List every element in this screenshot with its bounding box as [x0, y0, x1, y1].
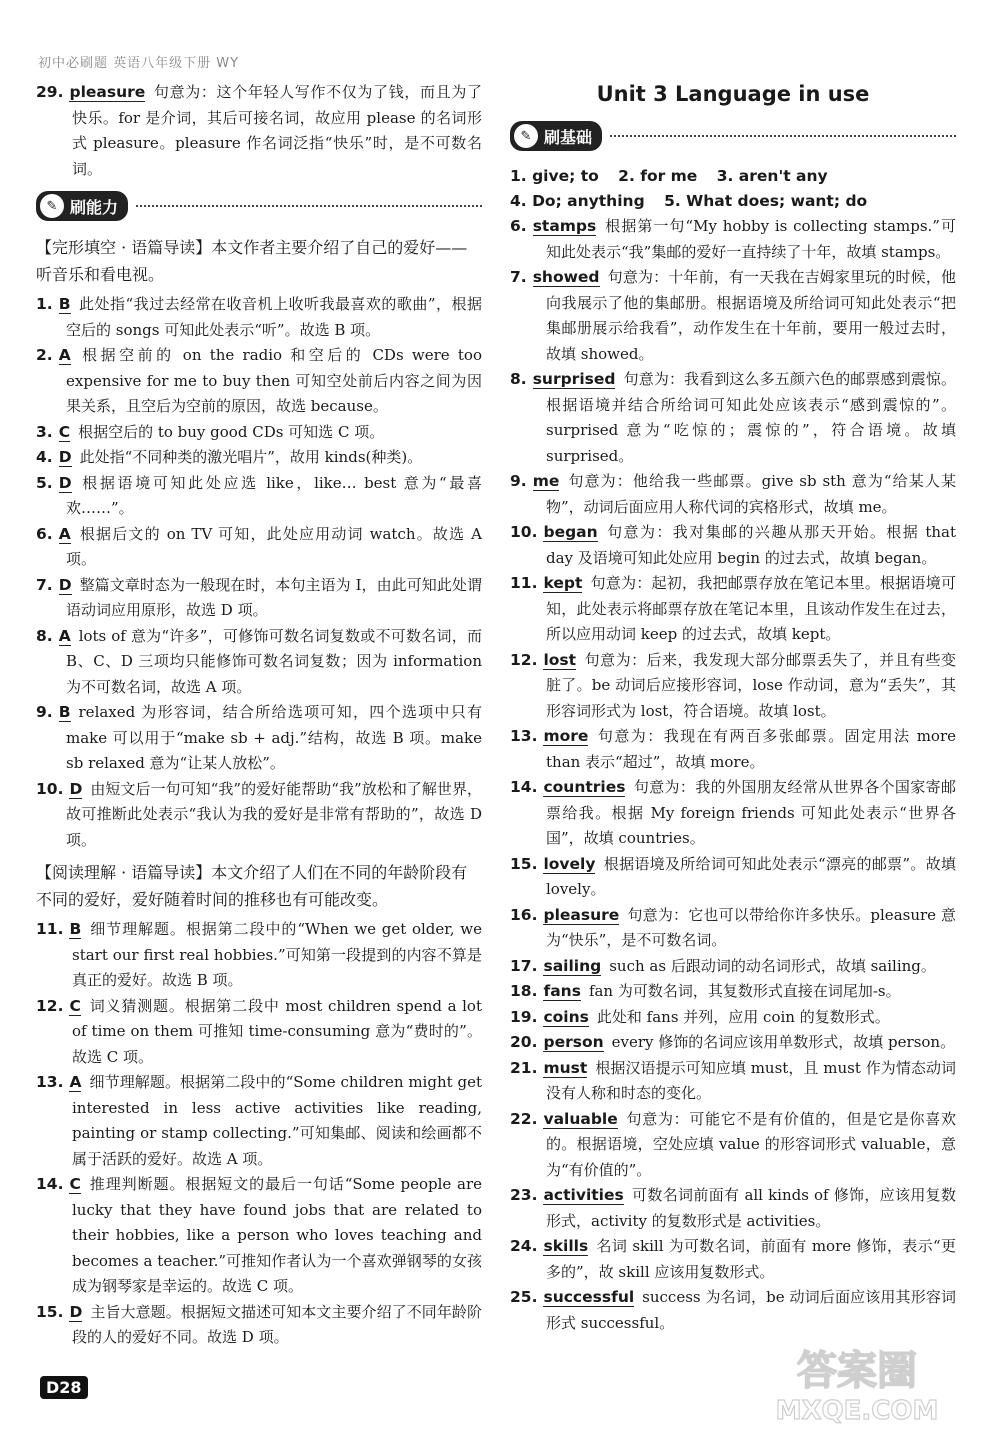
answer-item [510, 571, 956, 648]
item-number: 8. [510, 370, 527, 388]
dotted-divider [610, 135, 956, 137]
item-number: 19. [510, 1007, 538, 1026]
item-number: 5. [36, 473, 53, 492]
item-number: 14. [36, 1175, 64, 1193]
explanation: 此处指“不同种类的激光唱片”，故用 kinds(种类)。 [79, 448, 423, 466]
answer-key: me [532, 472, 560, 490]
answer-item [36, 343, 482, 420]
explanation: 句意为：这个年轻人写作不仅为了钱，而且为了快乐。for 是介词，其后可接名词，故应用 please 的名词形式 pleasure。pleasure 作名词泛指“快乐”时，是不可数名词。 [72, 83, 482, 178]
left-column [36, 80, 482, 1351]
explanation: 根据语境及所给词可知此处表示“漂亮的邮票”。故填 lovely。 [546, 854, 956, 898]
item-number: 15. [36, 1302, 64, 1321]
explanation: 句意为：我现在有两百多张邮票。固定用法 more than 表示“超过”，故填 more。 [546, 727, 956, 771]
answer-key: C [58, 422, 71, 441]
answer-key: must [543, 1058, 588, 1077]
answer-item [510, 1056, 956, 1107]
item-number: 15. [510, 854, 538, 873]
answer-item [36, 994, 482, 1071]
explanation: 句意为：十年前，有一天我在吉姆家里玩的时候，他向我展示了他的集邮册。根据语境及所给词可知此处表示“把集邮册展示给我看”，动作发生在十年前，要用一般过去时，故填 showed。 [546, 268, 956, 363]
answer-key: sailing [543, 956, 602, 975]
explanation: 句意为：后来，我发现大部分邮票丢失了，并且有些变脏了。be 动词后应接形容词，lose 作动词，意为“丢失”，其形容词形式为 lost，符合语境。故填 lost。 [546, 650, 956, 720]
item-number: 3. [36, 422, 53, 441]
answer-item [36, 777, 482, 854]
pencil-icon: ✎ [514, 124, 538, 148]
answer-item [36, 420, 482, 446]
answer-key: D [58, 575, 72, 594]
explanation: fan 为可数名词，其复数形式直接在词尾加-s。 [588, 982, 901, 1000]
item-number: 20. [510, 1033, 538, 1051]
explanation: 细节理解题。根据第二段中的“When we get older, we start our first real hobbies.”可知第一段提到的内容不算是真正的爱好。故选 B 项。 [72, 920, 482, 989]
explanation: 根据空后的 to buy good CDs 可知选 C 项。 [78, 422, 385, 441]
answer-key: activities [543, 1186, 624, 1204]
item-number: 10. [510, 523, 538, 541]
answer-item [36, 700, 482, 777]
explanation: 句意为：它也可以带给你许多快乐。pleasure 意为“快乐”，是不可数名词。 [546, 905, 956, 949]
explanation: 根据后文的 on TV 可知，此处应用动词 watch。故选 A 项。 [66, 524, 482, 568]
answer-item [36, 573, 482, 624]
answer-key: D [69, 779, 83, 798]
explanation: 句意为：我看到这么多五颜六色的邮票感到震惊。根据语境并结合所给词可知此处应该表示“感到震惊的”。surprised 意为“吃惊的；震惊的”，符合语境。故填 surprised。 [546, 370, 956, 465]
answer: 1. give; to [510, 167, 599, 185]
explanation: 句意为：起初，我把邮票存放在笔记本里。根据语境可知，此处表示将邮票存放在笔记本里，且该动作发生在过去，所以应用动词 keep 的过去式，故填 kept。 [546, 574, 956, 643]
page-number: D28 [40, 1376, 88, 1399]
answer: 2. for me [618, 167, 698, 185]
answer-key: successful [543, 1288, 635, 1306]
answer-key: stamps [532, 217, 597, 235]
answer-list [36, 917, 482, 1351]
answer-item [510, 1234, 956, 1285]
explanation: 整篇文章时态为一般现在时，本句主语为 I，由此可知此处谓语动词应用原形，故选 D 项。 [66, 575, 482, 619]
item-number: 14. [510, 778, 538, 796]
explanation: 句意为：我的外国朋友经常从世界各个国家寄邮票给我。根据 My foreign friends 可知此处表示“世界各国”，故填 countries。 [546, 778, 956, 847]
answer-item [510, 903, 956, 954]
answer-item [510, 1030, 956, 1056]
answer-key: lost [543, 650, 577, 669]
answer-item [510, 979, 956, 1005]
answer-item [510, 1183, 956, 1234]
explanation: 根据语境可知此处应选 like，like… best 意为“最喜欢……”。 [66, 473, 482, 517]
explanation: 句意为：他给我一些邮票。give sb sth 意为“给某人某物”，动词后面应用人称代词的宾格形式，故填 me。 [546, 472, 956, 516]
explanation: 主旨大意题。根据短文描述可知本文主要介绍了不同年龄阶段的人的爱好不同。故选 D 项。 [72, 1302, 482, 1346]
item-number: 12. [36, 996, 64, 1015]
dotted-divider [136, 205, 482, 207]
answer-item [510, 1005, 956, 1031]
answer-item [510, 775, 956, 852]
answer-key: person [543, 1033, 604, 1051]
answer-key: surprised [532, 370, 616, 388]
answer-key: B [58, 295, 71, 313]
item-number: 11. [510, 574, 538, 592]
answer-item [36, 445, 482, 471]
explanation: 此处和 fans 并列，应用 coin 的复数形式。 [596, 1007, 890, 1026]
explanation: 根据第一句“My hobby is collecting stamps.”可知此处表示“我”集邮的爱好一直持续了十年，故填 stamps。 [546, 217, 956, 261]
explanation: relaxed 为形容词，结合所给选项可知，四个选项中只有 make 可以用于“make sb + adj.”结构，故选 B 项。make sb relaxed 意为“让某人放松”。 [66, 703, 482, 772]
answer-item [510, 648, 956, 725]
answer-item [36, 917, 482, 994]
answer-key: skills [543, 1237, 589, 1255]
item-number: 21. [510, 1058, 538, 1077]
right-column [510, 80, 956, 1336]
answer-key: lovely [543, 854, 596, 873]
item-number: 17. [510, 956, 538, 975]
answer-key: countries [543, 778, 626, 796]
answer-key: began [543, 523, 598, 541]
answer-item [510, 520, 956, 571]
section-badge-row [36, 188, 482, 224]
answer: 5. What does; want; do [664, 192, 868, 210]
item-number: 6. [510, 217, 527, 235]
explanation: 由短文后一句可知“我”的爱好能帮助“我”放松和了解世界，故可推断此处表示“我认为我的爱好是非常有帮助的”，故选 D 项。 [66, 779, 482, 849]
item-number: 22. [510, 1109, 538, 1128]
answer-list [510, 214, 956, 1336]
explanation: success 为名词，be 动词后面应该用其形容词形式 successful。 [546, 1288, 956, 1332]
section-badge-row [510, 118, 956, 154]
answer-item [510, 724, 956, 775]
page-header: 初中必刷题 英语八年级下册 WY [38, 56, 240, 71]
passage-intro: 【阅读理解 · 语篇导读】本文介绍了人们在不同的年龄阶段有不同的爱好，爱好随着时间的推移也有可能改变。 [36, 863, 468, 909]
answer-key: D [69, 1302, 83, 1321]
answer-line [510, 164, 956, 189]
answer-list [36, 292, 482, 853]
item-number: 9. [36, 703, 53, 721]
answer-key: A [58, 346, 71, 364]
pencil-icon: ✎ [40, 194, 64, 218]
item-number: 7. [36, 575, 53, 594]
explanation: 根据汉语提示可知应填 must，且 must 作为情态动词没有人称和时态的变化。 [546, 1058, 956, 1102]
answer-key: more [543, 727, 589, 745]
answer-item [510, 852, 956, 903]
answer: 3. aren't any [716, 167, 828, 185]
item-number: 7. [510, 268, 527, 286]
item-number: 23. [510, 1186, 538, 1204]
answer-item [36, 80, 482, 182]
answer-item [510, 1285, 956, 1336]
explanation: 句意为：可能它不是有价值的，但是它是你喜欢的。根据语境，空处应填 value 的形容词形式 valuable，意为“有价值的”。 [546, 1109, 956, 1179]
answer-item [36, 471, 482, 522]
answer-key: B [69, 920, 82, 938]
answer-key: pleasure [69, 83, 146, 101]
answer-item [36, 1172, 482, 1300]
answer: 4. Do; anything [510, 192, 645, 210]
answer-item [510, 265, 956, 367]
explanation: 句意为：我对集邮的兴趣从那天开始。根据 that day 及语境可知此处应用 begin 的过去式，故填 began。 [546, 523, 956, 567]
explanation: 名词 skill 为可数名词，前面有 more 修饰，表示“更多的”，故 skill 应该用复数形式。 [546, 1237, 956, 1281]
item-number: 25. [510, 1288, 538, 1306]
answer-item [510, 1107, 956, 1184]
item-number: 10. [36, 779, 64, 798]
item-number: 29. [36, 83, 64, 101]
unit-title: Unit 3 Language in use [596, 82, 870, 106]
item-number: 24. [510, 1237, 538, 1255]
answer-key: C [69, 1175, 81, 1193]
explanation: 细节理解题。根据第二段中的“Some children might get interested in less active activities like reading, painting or stamp collecting.”可知集邮、阅读和绘画都不属于活跃的爱好。故选 A 项。 [72, 1073, 482, 1168]
answer-item [510, 367, 956, 469]
item-number: 1. [36, 295, 53, 313]
item-number: 2. [36, 346, 53, 364]
answer-key: pleasure [543, 905, 620, 924]
answer-key: A [58, 626, 71, 645]
answer-line [510, 189, 956, 214]
item-number: 9. [510, 472, 527, 490]
svg-text:答案圈: 答案圈 [797, 1348, 917, 1394]
answer-key: showed [532, 268, 600, 286]
item-number: 13. [36, 1073, 64, 1091]
explanation: every 修饰的名词应该用单数形式，故填 person。 [611, 1033, 956, 1051]
explanation: 词义猜测题。根据第二段中 most children spend a lot of time on them 可推知 time-consuming 意为“费时的”。故选 C 项。 [72, 996, 482, 1066]
passage-intro: 【完形填空 · 语篇导读】本文作者主要介绍了自己的爱好——听音乐和看电视。 [36, 238, 468, 284]
item-number: 13. [510, 727, 538, 745]
answer-key: kept [543, 574, 583, 592]
answer-item [510, 954, 956, 980]
answer-item [36, 522, 482, 573]
answer-key: coins [543, 1007, 589, 1026]
svg-text:MXQE.COM: MXQE.COM [775, 1396, 939, 1426]
answer-item [36, 292, 482, 343]
section-badge: ✎ 刷能力 [36, 191, 128, 221]
answer-key: B [58, 703, 71, 721]
answer-key: D [58, 448, 72, 466]
item-number: 16. [510, 905, 538, 924]
explanation: such as 后跟动词的动名词形式，故填 sailing。 [609, 956, 936, 975]
explanation: 推理判断题。根据短文的最后一句话“Some people are lucky that they have found jobs that are related to their hobbies, like a person who loves teaching and becomes a teacher.”可推知作者认为一个喜欢弹钢琴的女孩成为钢琴家是幸运的。故选 C 项。 [72, 1175, 482, 1295]
answer-item [36, 1300, 482, 1351]
answer-item [510, 469, 956, 520]
watermark-logo [732, 1334, 982, 1429]
explanation: 根据空前的 on the radio 和空后的 CDs were too expensive for me to buy then 可知空处前后内容之间为因果关系，且空后为空前的原因，故选 because。 [66, 346, 482, 415]
answer-key: A [58, 524, 71, 543]
explanation: lots of 意为“许多”，可修饰可数名词复数或不可数名词，而 B、C、D 三项均只能修饰可数名词复数；因为 information 为不可数名词，故选 A 项。 [66, 626, 482, 696]
explanation: 此处指“我过去经常在收音机上收听我最喜欢的歌曲”，根据空后的 songs 可知此处表示“听”。故选 B 项。 [66, 295, 482, 339]
item-number: 4. [36, 448, 53, 466]
answer-item [36, 624, 482, 701]
item-number: 18. [510, 982, 538, 1000]
item-number: 11. [36, 920, 64, 938]
answer-key: A [69, 1073, 82, 1091]
answer-key: C [69, 996, 81, 1015]
answer-item [510, 214, 956, 265]
section-badge: ✎ 刷基础 [510, 121, 602, 151]
item-number: 12. [510, 650, 538, 669]
answer-key: valuable [543, 1109, 618, 1128]
item-number: 6. [36, 524, 53, 543]
item-number: 8. [36, 626, 53, 645]
answer-key: fans [543, 982, 581, 1000]
explanation: 可数名词前面有 all kinds of 修饰，应该用复数形式，activity 的复数形式是 activities。 [546, 1186, 956, 1230]
answer-key: D [58, 473, 72, 492]
answer-item [36, 1070, 482, 1172]
